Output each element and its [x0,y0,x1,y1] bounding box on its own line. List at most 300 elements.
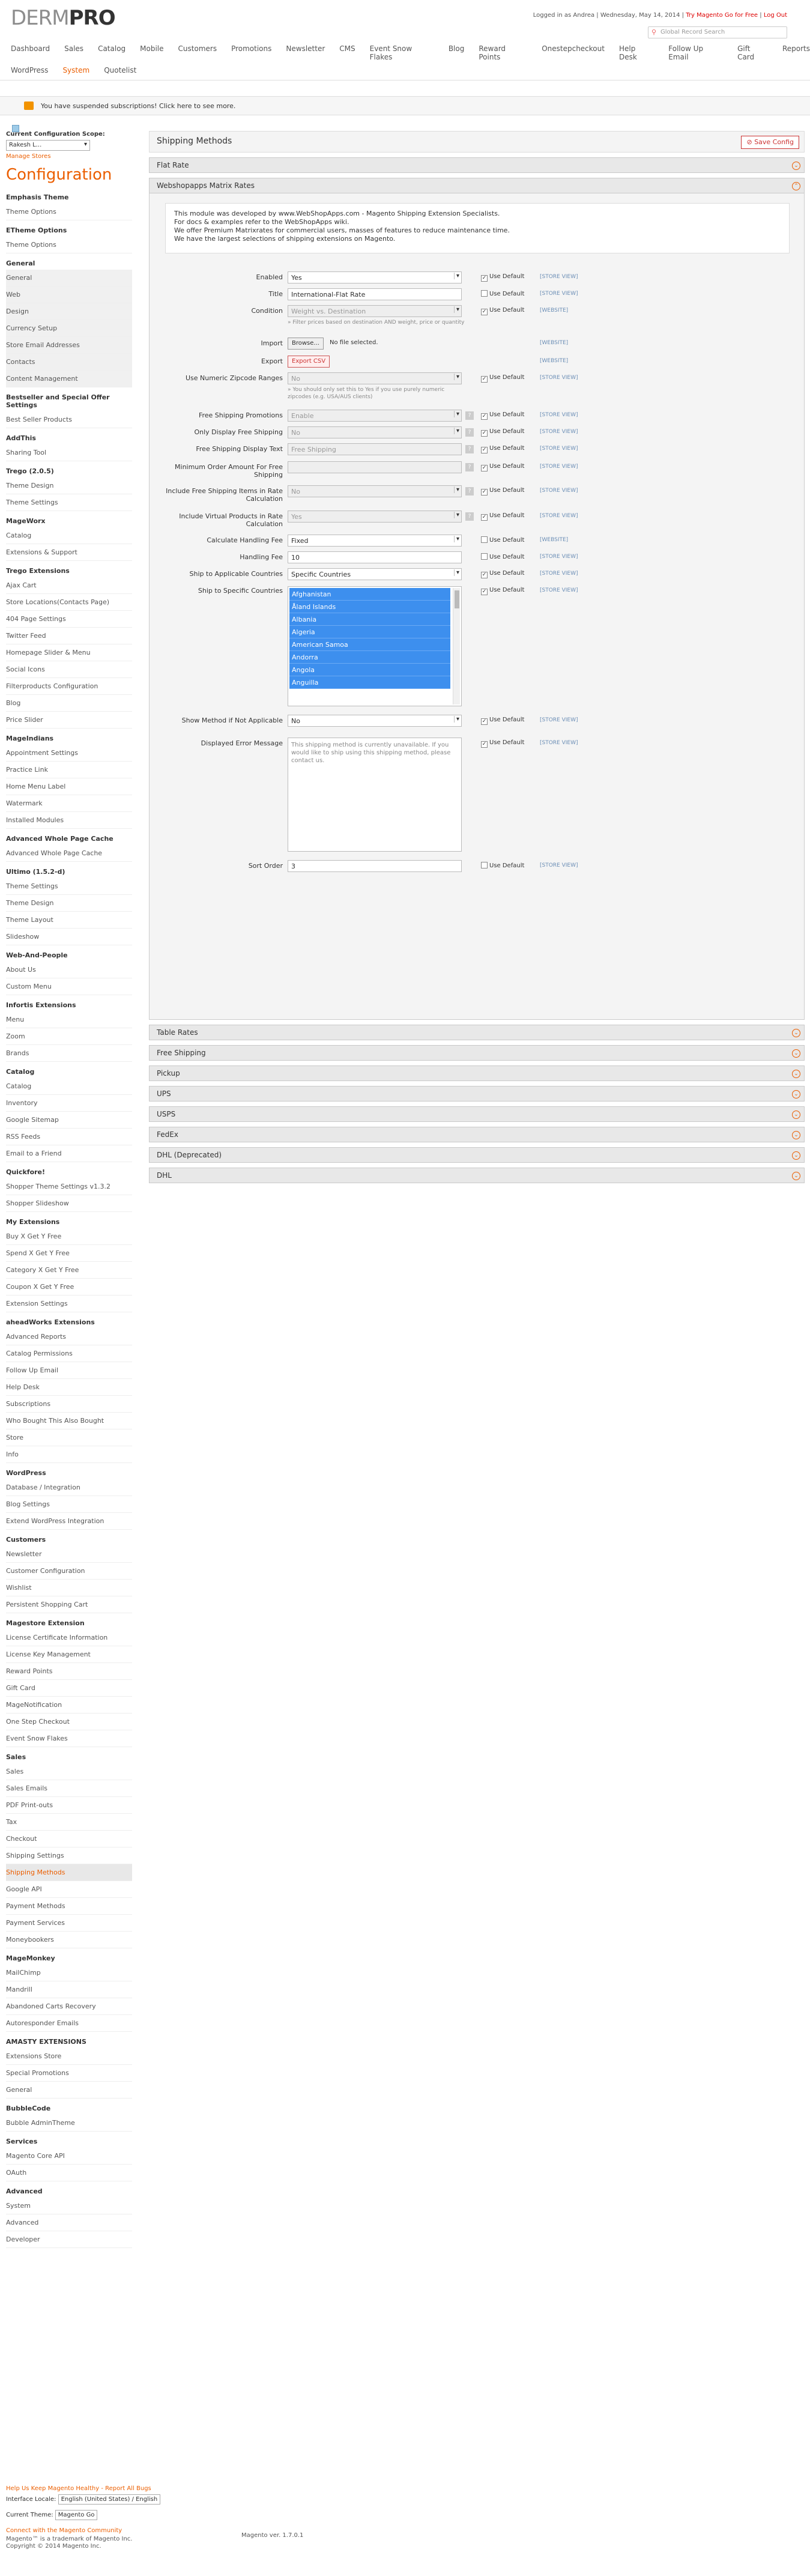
field-label: Calculate Handling Fee [207,536,283,544]
use-default-checkbox[interactable] [481,411,524,420]
help-icon[interactable]: ? [465,463,474,471]
checkbox-icon[interactable]: ✓ [482,572,487,578]
use-default-checkbox[interactable] [481,428,524,437]
use-default-label: Use Default [489,463,525,470]
input-title[interactable]: International-Flat Rate [288,288,462,300]
input-sort[interactable]: 3 [288,860,462,872]
sidebar-section-title: Magestore Extension [6,1619,85,1627]
sidebar-item[interactable]: Theme Design [6,895,132,912]
select-fsp[interactable]: Enable ▾ [288,410,462,422]
use-default-label: Use Default [489,445,525,452]
use-default-checkbox[interactable] [481,553,524,560]
checkbox-icon[interactable]: ✓ [482,489,487,495]
sidebar-item[interactable]: Persistent Shopping Cart [6,1596,132,1613]
theme-label: Current Theme: [6,2512,53,2518]
sidebar-item[interactable]: Moneybookers [6,1932,132,1948]
use-default-label: Use Default [489,307,525,314]
fieldset-title: UPS [157,1089,171,1098]
use-default-checkbox[interactable] [481,587,524,595]
nav-item[interactable]: Help Desk [618,44,637,61]
scope-label: [STORE VIEW] [540,429,578,435]
sidebar-item[interactable]: Practice Link [6,762,132,778]
sidebar-item[interactable]: Advanced Whole Page Cache [6,845,132,862]
form-row-title [150,287,805,302]
help-icon[interactable]: ? [465,487,474,496]
theme-select[interactable]: Magento Go [55,2510,98,2520]
sidebar-section-title: AddThis [6,434,36,442]
use-default-checkbox[interactable] [481,536,524,544]
sidebar-item[interactable]: Info [6,1446,132,1463]
logout-link[interactable]: Log Out [763,12,787,19]
manage-stores-link[interactable]: Manage Stores [6,153,51,160]
export-csv-button[interactable]: Export CSV [288,356,330,368]
sidebar-item[interactable]: Database / Integration [6,1479,132,1496]
page-title: Shipping Methods [157,136,232,146]
sidebar-section-title: Emphasis Theme [6,193,69,201]
nav-item[interactable]: Quotelist [104,66,137,74]
sidebar-item[interactable]: Extensions & Support [6,544,132,561]
sidebar-item[interactable]: Custom Menu [6,978,132,995]
use-default-checkbox[interactable] [481,512,524,521]
sidebar-item[interactable]: Homepage Slider & Menu [6,644,132,661]
sidebar-section-title: WordPress [6,1469,46,1477]
countries-multiselect[interactable] [288,586,462,706]
sidebar-item[interactable]: Catalog Permissions [6,1345,132,1362]
nav-item[interactable]: Event Snow Flakes [369,44,413,61]
sidebar-item[interactable]: Menu [6,1011,132,1028]
use-default-checkbox[interactable] [481,374,524,383]
scope-label: [STORE VIEW] [540,554,578,560]
sidebar-item[interactable]: Sales [6,1763,132,1780]
fieldset-usps[interactable] [149,1106,805,1122]
country-option[interactable]: Anguilla [289,676,450,689]
sidebar-item[interactable]: Theme Options [6,204,132,220]
search-placeholder: Global Record Search [660,29,725,35]
field-label: Condition [251,307,283,315]
sidebar-item[interactable]: Store [6,1429,132,1446]
input-fee[interactable]: 10 [288,551,462,563]
form-row-calc [150,533,805,548]
try-link[interactable]: Try Magento Go for Free [686,12,758,19]
use-default-label: Use Default [489,512,525,519]
sidebar-item[interactable]: Filterproducts Configuration [6,678,132,695]
checkbox-icon[interactable]: ✓ [482,718,487,724]
field-label: Free Shipping Display Text [196,445,283,453]
sidebar-item[interactable]: Store Email Addresses [6,337,132,354]
sidebar-item[interactable]: Wishlist [6,1580,132,1596]
help-icon[interactable]: ? [465,512,474,521]
sidebar-item[interactable]: System [6,2198,132,2214]
sidebar-section [6,1068,132,1162]
select-ship_app[interactable]: Specific Countries ▾ [288,568,462,580]
sidebar-item[interactable]: 404 Page Settings [6,611,132,628]
scope-label: [STORE VIEW] [540,513,578,519]
sidebar-section [6,1954,132,2032]
field-label: Handling Fee [240,553,283,561]
sidebar-item[interactable]: Payment Methods [6,1898,132,1915]
use-default-checkbox[interactable] [481,862,524,869]
sidebar-item[interactable]: Shopper Theme Settings v1.3.2 [6,1178,132,1195]
intro-line: We have the largest selections of shipping extensions on Magento. [174,235,396,243]
select-condition[interactable]: Weight vs. Destination ▾ [288,305,462,317]
sidebar-item[interactable]: Payment Services [6,1915,132,1932]
sidebar-section [6,1218,132,1312]
sidebar-section [6,1753,132,1948]
sidebar-section-title: aheadWorks Extensions [6,1318,95,1326]
nav-item[interactable]: Catalog [98,44,126,53]
scope-label: [STORE VIEW] [540,862,578,868]
sidebar-item[interactable]: Theme Options [6,237,132,253]
sidebar-item[interactable]: Special Promotions [6,2065,132,2082]
checkbox-icon[interactable]: ✓ [482,376,487,382]
fieldset-flat-rate[interactable] [149,157,805,173]
fieldset-ups[interactable] [149,1086,805,1102]
sidebar-item[interactable]: Catalog [6,527,132,544]
sidebar-section [6,868,132,945]
date: Wednesday, May 14, 2014 [600,12,680,19]
community-link[interactable]: Connect with the Magento Community [6,2527,122,2534]
sidebar-item[interactable]: Email to a Friend [6,1145,132,1162]
use-default-checkbox[interactable] [481,445,524,453]
fieldset-pickup[interactable] [149,1065,805,1081]
country-option[interactable]: Albania [289,613,450,626]
sidebar-item[interactable]: Ajax Cart [6,577,132,594]
sidebar-section-title: Sales [6,1753,26,1761]
sidebar-item[interactable]: Contacts [6,354,132,371]
checkbox-icon[interactable]: ✓ [482,465,487,471]
sidebar-item[interactable]: Follow Up Email [6,1362,132,1379]
checkbox-icon[interactable]: ✓ [482,309,487,315]
chevron-down-icon: ⌄ [792,162,800,170]
sidebar-item[interactable]: Extend WordPress Integration [6,1513,132,1530]
use-default-checkbox[interactable] [481,739,524,748]
sidebar-item[interactable]: PDF Print-outs [6,1797,132,1814]
sidebar-item[interactable]: OAuth [6,2165,132,2181]
checkbox-icon[interactable]: ✓ [482,447,487,453]
sidebar-item[interactable]: License Key Management [6,1646,132,1663]
fieldset-fedex[interactable] [149,1127,805,1142]
use-default-checkbox[interactable] [481,463,524,471]
sidebar-item[interactable]: Spend X Get Y Free [6,1245,132,1262]
config-title: Configuration [6,166,112,184]
country-option[interactable]: Afghanistan [289,588,450,601]
sidebar-item[interactable]: Advanced Reports [6,1329,132,1345]
form-row-fsdt [150,442,805,456]
sidebar-item[interactable]: Extension Settings [6,1296,132,1312]
form-row-incl [150,484,805,503]
form-row-only [150,425,805,440]
form-row-zip [150,371,805,400]
sidebar-section-title: Advanced Whole Page Cache [6,835,113,843]
nav-item[interactable]: Customers [178,44,217,53]
country-option[interactable]: Algeria [289,626,450,638]
scope-label: [STORE VIEW] [540,291,578,297]
locale-label: Interface Locale: [6,2496,56,2503]
nav-row-1 [11,44,810,61]
fieldset-title: FedEx [157,1130,178,1139]
sidebar-item[interactable]: Shipping Settings [6,1847,132,1864]
select-calc[interactable]: Fixed ▾ [288,535,462,547]
sidebar-section [6,567,132,729]
sidebar-item[interactable]: Theme Design [6,477,132,494]
sidebar-item[interactable]: Help Desk [6,1379,132,1396]
intro-line: We offer Premium Matrixrates for commercial users, masses of features to reduce maintenance time. [174,226,510,234]
country-option[interactable]: Andorra [289,651,450,664]
country-option[interactable]: Angola [289,664,450,676]
field-label: Minimum Order Amount For Free Shipping [175,463,283,479]
nav-item[interactable]: Reward Points [479,44,506,61]
sidebar-item[interactable]: Blog Settings [6,1496,132,1513]
use-default-label: Use Default [489,717,525,723]
sidebar-section [6,467,132,511]
chevron-down-icon: ⌄ [792,1029,800,1037]
sidebar-item[interactable]: Subscriptions [6,1396,132,1413]
sidebar-item[interactable]: Price Slider [6,712,132,729]
form-row-sort [150,859,805,873]
sidebar-item[interactable]: Sharing Tool [6,444,132,461]
logo[interactable]: DERMPRO [11,6,115,30]
sidebar-item[interactable]: Coupon X Get Y Free [6,1279,132,1296]
use-default-label: Use Default [489,374,525,381]
header [0,0,810,38]
scope-label: [STORE VIEW] [540,274,578,280]
fieldset-table-rates[interactable] [149,1025,805,1040]
form-row-show [150,714,805,728]
sidebar-item[interactable]: Sales Emails [6,1780,132,1797]
sidebar-section [6,1536,132,1613]
scope-select[interactable]: Rakesh L... ▾ [6,140,90,151]
help-icon[interactable]: ? [465,445,474,453]
select-only[interactable]: No ▾ [288,426,462,438]
sidebar-item[interactable]: Gift Card [6,1680,132,1697]
sidebar-section-title: MageMonkey [6,1954,55,1962]
sidebar-item[interactable]: MailChimp [6,1965,132,1981]
select-show[interactable]: No ▾ [288,715,462,727]
sidebar-item[interactable]: Event Snow Flakes [6,1730,132,1747]
sidebar-item[interactable]: About Us [6,962,132,978]
use-default-checkbox[interactable] [481,570,524,578]
select-virt[interactable]: Yes ▾ [288,511,462,523]
sidebar-item[interactable]: Currency Setup [6,320,132,337]
fieldset-free-shipping[interactable] [149,1045,805,1061]
sidebar-item[interactable]: License Certificate Information [6,1629,132,1646]
sidebar-item[interactable]: Magento Core API [6,2148,132,2165]
sidebar-item[interactable]: Inventory [6,1095,132,1112]
sidebar-item[interactable]: Developer [6,2231,132,2248]
field-note: » You should only set this to Yes if you use purely numeric zipcodes (e.g. USA/AUS clients) [288,387,445,400]
sidebar-item[interactable]: Appointment Settings [6,745,132,762]
sidebar-item[interactable]: Bubble AdminTheme [6,2115,132,2132]
help-icon[interactable]: ? [465,428,474,437]
use-default-label: Use Default [489,739,525,746]
country-option[interactable]: Åland Islands [289,601,450,613]
scope-label: Current Configuration Scope: [6,131,105,138]
select-incl[interactable]: No ▾ [288,485,462,497]
sidebar-section [6,1619,132,1747]
checkbox-icon[interactable]: ✓ [482,275,487,281]
sidebar-item[interactable]: Reward Points [6,1663,132,1680]
sidebar-item[interactable]: Theme Layout [6,912,132,929]
sidebar-item[interactable]: Twitter Feed [6,628,132,644]
browse-button[interactable]: Browse... [288,338,324,350]
nav-item[interactable]: Newsletter [286,44,325,53]
global-search-input[interactable] [648,26,787,38]
sidebar-section-title: Services [6,2138,38,2145]
use-default-checkbox[interactable] [481,273,524,282]
sidebar-item[interactable]: Shopper Slideshow [6,1195,132,1212]
sidebar-section-title: Ultimo (1.5.2-d) [6,868,65,876]
sidebar-item[interactable]: Best Seller Products [6,411,132,428]
nav-item[interactable]: Promotions [231,44,272,53]
select-enabled[interactable]: Yes ▾ [288,271,462,283]
form-row-min [150,460,805,479]
chevron-down-icon: ⌄ [792,1131,800,1139]
sidebar-item[interactable]: Slideshow [6,929,132,945]
field-label: Include Free Shipping Items in Rate Calculation [166,487,283,503]
sidebar-item[interactable]: Theme Settings [6,878,132,895]
report-bugs-link[interactable]: Help Us Keep Magento Healthy - Report All Bugs [6,2485,151,2492]
sidebar-item[interactable]: Category X Get Y Free [6,1262,132,1279]
alert-icon [24,102,34,110]
field-label: Enabled [256,273,283,281]
fieldset-dhl[interactable] [149,1168,805,1183]
sidebar-item[interactable]: General [6,270,132,286]
sidebar-item[interactable]: Home Menu Label [6,778,132,795]
input-min[interactable] [288,461,462,473]
sidebar-item[interactable]: Social Icons [6,661,132,678]
locale-row [6,2496,160,2503]
help-icon[interactable]: ? [465,411,474,420]
sidebar-item[interactable]: Autoresponder Emails [6,2015,132,2032]
sidebar-section-title: AMASTY EXTENSIONS [6,2038,86,2046]
sidebar-section [6,2187,132,2248]
nav-item[interactable]: WordPress [11,66,49,74]
sidebar-item[interactable]: Shipping Methods [6,1864,132,1881]
sidebar-section-title: Quickfore! [6,1168,46,1176]
sidebar-item[interactable]: Tax [6,1814,132,1831]
checkbox-icon[interactable] [481,553,488,560]
sidebar-section [6,1318,132,1463]
input-fsdt[interactable]: Free Shipping [288,443,462,455]
nav-item[interactable]: Dashboard [11,44,50,53]
use-default-label: Use Default [489,570,525,577]
sidebar-section [6,951,132,995]
scrollbar[interactable] [453,588,460,705]
use-default-checkbox[interactable] [481,290,524,297]
sidebar-item[interactable]: Blog [6,695,132,712]
sidebar-item[interactable]: Newsletter [6,1546,132,1563]
sidebar-item[interactable]: Advanced [6,2214,132,2231]
sidebar-item[interactable]: General [6,2082,132,2099]
fieldset-dhl-deprecated-[interactable] [149,1147,805,1163]
checkbox-icon[interactable]: ✓ [482,413,487,419]
sidebar-item[interactable]: Installed Modules [6,812,132,829]
use-default-checkbox[interactable] [481,717,524,725]
checkbox-icon[interactable]: ✓ [482,741,487,747]
nav-item[interactable]: Follow Up Email [668,44,704,61]
sidebar-item[interactable]: Abandoned Carts Recovery [6,1998,132,2015]
sidebar-item[interactable]: Store Locations(Contacts Page) [6,594,132,611]
sidebar-item[interactable]: One Step Checkout [6,1714,132,1730]
use-default-label: Use Default [489,862,525,869]
sidebar-item[interactable]: Extensions Store [6,2048,132,2065]
checkbox-icon[interactable] [481,536,488,543]
chevron-down-icon: ⌄ [792,1090,800,1099]
sidebar-item[interactable]: Mandrill [6,1981,132,1998]
use-default-checkbox[interactable] [481,307,524,315]
scope-label: [STORE VIEW] [540,488,578,494]
sidebar-section-title: MageIndians [6,735,54,742]
sidebar-item[interactable]: Brands [6,1045,132,1062]
chevron-down-icon: ⌄ [792,1172,800,1180]
nav-item[interactable]: Sales [64,44,84,53]
nav-item[interactable]: Reports [782,44,810,53]
sidebar-item[interactable]: RSS Feeds [6,1129,132,1145]
use-default-checkbox[interactable] [481,487,524,496]
locale-select[interactable]: English (United States) / English [58,2494,161,2505]
error-message-textarea[interactable]: This shipping method is currently unavailable. If you would like to ship using this shipping method, please contact us. [288,738,462,852]
sidebar-item[interactable]: Web [6,286,132,303]
nav-item[interactable]: CMS [339,44,355,53]
nav-item[interactable]: System [62,66,90,74]
form-row-fee [150,550,805,565]
sidebar-item[interactable]: Checkout [6,1831,132,1847]
other-carriers [149,1025,805,1183]
select-zip[interactable]: No ▾ [288,372,462,384]
header-info: Logged in as Andrea | Wednesday, May 14, 2014 | Try Magento Go for Free | Log Out [533,12,787,19]
sidebar-item[interactable]: Zoom [6,1028,132,1045]
field-label: Free Shipping Promotions [198,411,283,419]
checkbox-icon[interactable]: ✓ [482,589,487,595]
save-config-button[interactable]: ⊘ Save Config [741,136,799,149]
checkbox-icon[interactable]: ✓ [482,514,487,520]
nav-item[interactable]: Onestepcheckout [542,44,605,53]
notice-text[interactable]: You have suspended subscriptions! Click here to see more. [41,102,236,110]
fieldset-title: Table Rates [157,1028,198,1037]
sidebar-section-title: Infortis Extensions [6,1001,76,1009]
sidebar-item[interactable]: Content Management [6,371,132,387]
sidebar-item[interactable]: Customer Configuration [6,1563,132,1580]
trademark-text: Magento™ is a trademark of Magento Inc. [6,2536,133,2542]
sidebar-item[interactable]: Who Bought This Also Bought [6,1413,132,1429]
nav-item[interactable]: Mobile [140,44,164,53]
scrollbar-thumb[interactable] [455,590,459,608]
fieldset-matrix-rates[interactable] [149,178,805,193]
sidebar-item[interactable]: Theme Settings [6,494,132,511]
sidebar-item[interactable]: Buy X Get Y Free [6,1228,132,1245]
sidebar-item[interactable]: Watermark [6,795,132,812]
fieldset-title: Free Shipping [157,1049,206,1057]
scope-label: [WEBSITE] [540,358,569,364]
sidebar-section-title: Trego Extensions [6,567,70,575]
sidebar-section [6,1168,132,1212]
nav-item[interactable]: Gift Card [737,44,755,61]
checkbox-icon[interactable]: ✓ [482,430,487,436]
no-file-text: No file selected. [330,339,378,346]
checkbox-icon[interactable] [481,862,488,868]
country-option[interactable]: American Samoa [289,638,450,651]
scope-label: [STORE VIEW] [540,740,578,746]
nav-item[interactable]: Blog [448,44,465,53]
sidebar-item[interactable]: MageNotification [6,1697,132,1714]
sidebar-item[interactable]: Google API [6,1881,132,1898]
sidebar-item[interactable]: Catalog [6,1078,132,1095]
sidebar-item[interactable]: Google Sitemap [6,1112,132,1129]
checkbox-icon[interactable] [481,290,488,297]
field-label: Show Method if Not Applicable [181,717,283,724]
sidebar-item[interactable]: Design [6,303,132,320]
sidebar-section [6,1469,132,1530]
